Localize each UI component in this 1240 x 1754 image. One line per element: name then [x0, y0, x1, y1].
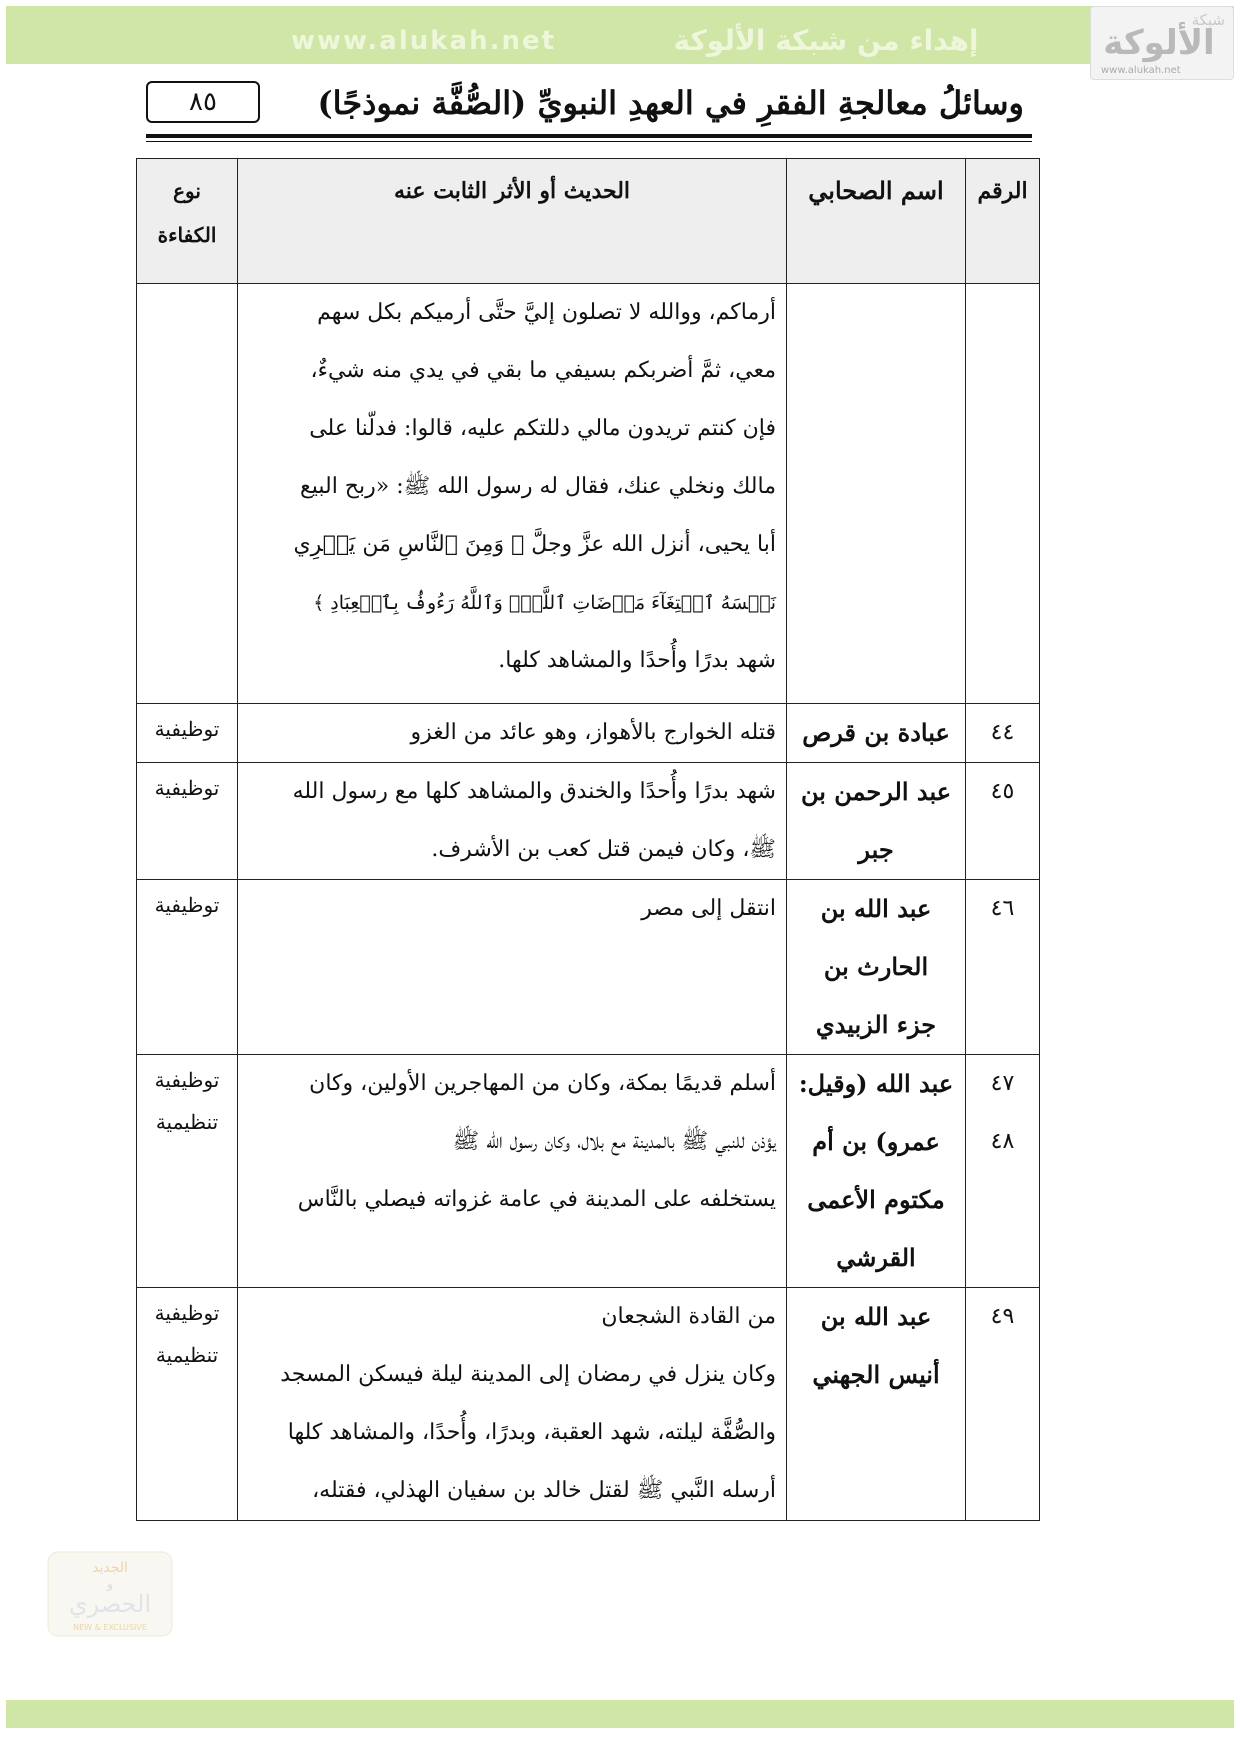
- competence-type-line: توظيفية: [154, 1301, 220, 1325]
- companion-name: [787, 284, 966, 704]
- competence-type: [137, 704, 238, 763]
- hadith-line: وكان ينزل في رمضان إلى المدينة ليلة فيسكن المسجد: [280, 1362, 776, 1387]
- watermark-line3: الحصري: [68, 1590, 152, 1618]
- hadith-text: [238, 1055, 787, 1288]
- companion-name-line: عبد الله بن: [820, 1302, 932, 1331]
- competence-type: [137, 763, 238, 880]
- competence-type-line: توظيفية: [154, 893, 220, 917]
- header-num: الرقم: [966, 159, 1040, 284]
- watermark-line1: الجديد: [92, 1560, 128, 1576]
- table-row: [137, 1288, 1040, 1521]
- table-row: [137, 704, 1040, 763]
- hadith-line: يستخلفه على المدينة في عامة غزواته فيصلي بالنَّاس: [297, 1187, 776, 1212]
- hadith-text: [238, 880, 787, 1055]
- bottom-banner: [6, 1700, 1234, 1728]
- hadith-text: [238, 284, 787, 704]
- companion-name-line: الحارث بن: [823, 952, 929, 981]
- watermark-line2: و: [107, 1577, 113, 1591]
- table-body: [137, 284, 1040, 1521]
- top-banner: [6, 6, 1234, 64]
- table-row: [137, 284, 1040, 704]
- hadith-text: [238, 1288, 787, 1521]
- logo-url-text: www.alukah.net: [1101, 65, 1181, 76]
- new-exclusive-watermark: [40, 1548, 180, 1640]
- row-number: [966, 284, 1040, 704]
- competence-type-line: تنظيمية: [155, 1343, 219, 1367]
- logo-main-text: الألوكة: [1103, 23, 1215, 63]
- row-number: ٤٥: [966, 763, 1040, 880]
- table-row: [137, 880, 1040, 1055]
- companions-table: [136, 158, 1040, 1521]
- row-number: ٤٦: [966, 880, 1040, 1055]
- hadith-line: أبا يحيى، أنزل الله عزَّ وجلَّ ﴿ وَمِنَ ٱلنَّاسِ مَن يَشۡرِي: [293, 532, 776, 557]
- row-number: ٤٩: [966, 1288, 1040, 1521]
- companion-name-line: عبد الله بن: [820, 894, 932, 923]
- row-number: ٤٤: [966, 704, 1040, 763]
- logo-top-text: شبكة: [1191, 11, 1225, 29]
- hadith-line: نَفۡسَهُ ٱبۡتِغَآءَ مَرۡضَاتِ ٱللَّهِۗ وَٱللَّهُ رَءُوفُۢ بِٱلۡعِبَادِ ﴾: [313, 592, 776, 614]
- companion-name-line: القرشي: [836, 1243, 916, 1272]
- companion-name-line: أنيس الجهني: [812, 1360, 940, 1389]
- header-type-line2: الكفاءة: [157, 223, 217, 247]
- table-header-row: [137, 159, 1040, 284]
- companion-name: [787, 1055, 966, 1288]
- hadith-line: معي، ثمَّ أضربكم بسيفي ما بقي في يدي منه شيءٌ،: [310, 358, 776, 383]
- hadith-line: انتقل إلى مصر: [641, 896, 776, 921]
- header-hadith: الحديث أو الأثر الثابت عنه: [238, 159, 787, 284]
- hadith-line: قتله الخوارج بالأهواز، وهو عائد من الغزو: [410, 720, 776, 745]
- page-number: ٨٥: [146, 81, 260, 123]
- companion-name: [787, 1288, 966, 1521]
- table-row: [137, 1055, 1040, 1288]
- row-number: ٤٧ ٤٨: [966, 1055, 1040, 1288]
- page-title: وسائلُ معالجةِ الفقرِ في العهدِ النبويِّ (الصُّفَّة نموذجًا): [317, 84, 1024, 122]
- site-url[interactable]: www.alukah.net: [291, 26, 557, 56]
- header-rule-thick: [146, 134, 1032, 138]
- site-logo: [1090, 6, 1234, 80]
- competence-type: [137, 1055, 238, 1288]
- companion-name-line: عبادة بن قرص: [802, 718, 950, 747]
- competence-type: [137, 880, 238, 1055]
- hadith-line: ﷺ، وكان فيمن قتل كعب بن الأشرف.: [431, 837, 776, 862]
- hadith-line: أرماكم، ووالله لا تصلون إليَّ حتَّى أرميكم بكل سهم: [317, 300, 776, 325]
- hadith-line: شهد بدرًا وأُحدًا والخندق والمشاهد كلها مع رسول الله: [292, 779, 776, 804]
- table-row: [137, 763, 1040, 880]
- competence-type-line: توظيفية: [154, 776, 220, 800]
- gift-text: إهداء من شبكة الألوكة: [673, 24, 979, 57]
- companion-name: [787, 880, 966, 1055]
- competence-type: [137, 284, 238, 704]
- competence-type-line: توظيفية: [154, 717, 220, 741]
- hadith-text: [238, 704, 787, 763]
- hadith-text: [238, 763, 787, 880]
- competence-type-line: توظيفية: [154, 1068, 220, 1092]
- hadith-line: من القادة الشجعان: [601, 1304, 776, 1329]
- competence-type-line: تنظيمية: [155, 1110, 219, 1134]
- header-type: [137, 159, 238, 284]
- header-rule-thin: [146, 141, 1032, 142]
- competence-type: [137, 1288, 238, 1521]
- hadith-line: أرسله النَّبي ﷺ لقتل خالد بن سفيان الهذلي، فقتله،: [312, 1478, 776, 1503]
- companion-name-line: جزء الزبيدي: [815, 1010, 937, 1039]
- companion-name: [787, 704, 966, 763]
- hadith-line: والصُّفَّة ليلته، شهد العقبة، وبدرًا، وأُحدًا، والمشاهد كلها: [287, 1420, 776, 1445]
- hadith-line: مالك ونخلي عنك، فقال له رسول الله ﷺ: «ربح البيع: [300, 474, 776, 499]
- hadith-line: أسلم قديمًا بمكة، وكان من المهاجرين الأولين، وكان: [309, 1071, 776, 1096]
- hadith-line: شهد بدرًا وأُحدًا والمشاهد كلها.: [498, 648, 776, 673]
- hadith-line: فإن كنتم تريدون مالي دللتكم عليه، قالوا: فدلّنا على: [309, 416, 776, 441]
- companion-name-line: عبد الرحمن بن: [800, 777, 952, 806]
- header-type-line1: نوع: [173, 179, 201, 203]
- companion-name-line: مكتوم الأعمى: [807, 1185, 945, 1214]
- companion-name-line: عمرو) بن أم: [812, 1127, 940, 1156]
- companion-name-line: جبر: [858, 835, 894, 864]
- watermark-line4: NEW & EXCLUSIVE: [73, 1623, 147, 1632]
- companion-name-line: عبد الله (وقيل:: [798, 1069, 954, 1098]
- header-name: اسم الصحابي: [787, 159, 966, 284]
- companion-name: [787, 763, 966, 880]
- hadith-line: يؤذن للنبي ﷺ بالمدينة مع بلال، وكان رسول الله ﷺ: [452, 1129, 776, 1154]
